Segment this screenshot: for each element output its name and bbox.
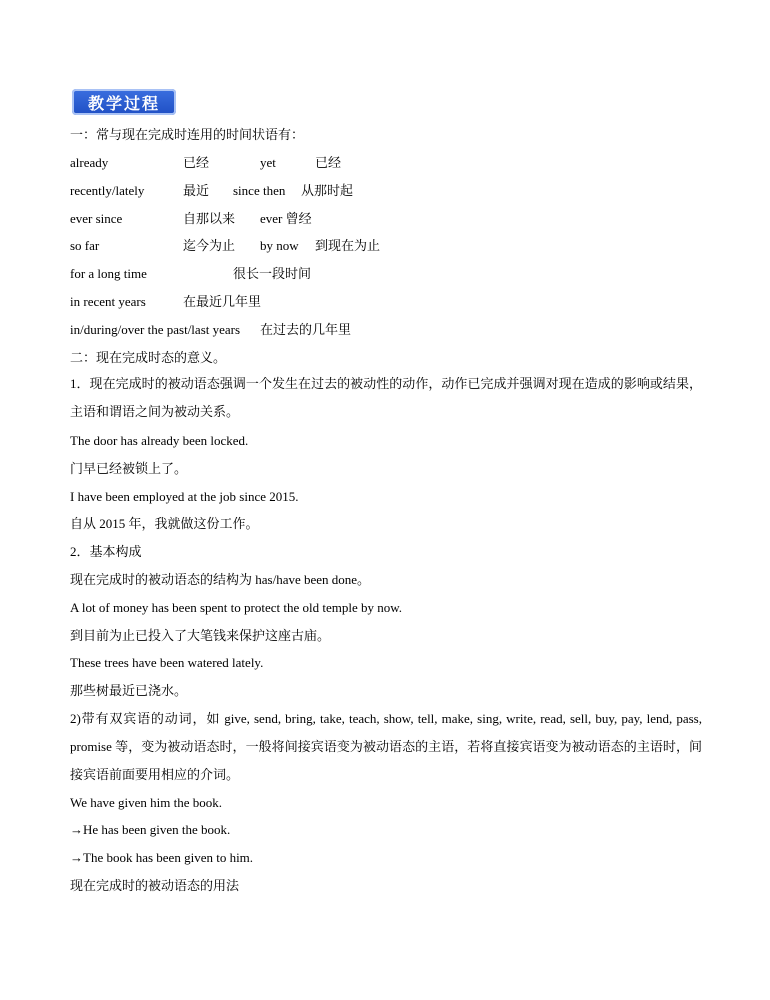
- example-2-zh: 自从 2015 年，我就做这份工作。: [70, 516, 259, 531]
- vocab-zh: 已经: [183, 155, 210, 170]
- vocab-en: in/during/over the past/last years: [70, 322, 241, 337]
- vocab-en2: since then: [233, 183, 286, 198]
- example-5-passive-a: →He has been given the book.: [70, 822, 231, 837]
- vocab-en2: by now: [260, 238, 299, 253]
- example-3-en: A lot of money has been spent to protect the old temple by now.: [70, 600, 403, 615]
- example-1-en: The door has already been locked.: [70, 433, 249, 448]
- section-2-title: 二：现在完成时态的意义。: [70, 350, 227, 365]
- vocab-zh: 自那以来: [183, 211, 236, 226]
- vocab-zh2: 到现在为止: [315, 238, 381, 253]
- vocab-en: in recent years: [70, 294, 146, 309]
- example-5-passive-b: →The book has been given to him.: [70, 850, 254, 865]
- vocab-en: recently/lately: [70, 183, 145, 198]
- example-4-zh: 那些树最近已浇水。: [70, 683, 188, 698]
- example-4-en: These trees have been watered lately.: [70, 655, 264, 670]
- vocab-en2: ever 曾经: [260, 211, 312, 226]
- vocab-en2: yet: [260, 155, 276, 170]
- point-2-description: 现在完成时的被动语态的结构为 has/have been done。: [70, 572, 371, 587]
- example-2-en: I have been employed at the job since 2015.: [70, 489, 299, 504]
- usage-title: 现在完成时的被动语态的用法: [70, 878, 240, 893]
- example-3-zh: 到目前为止已投入了大笔钱来保护这座古庙。: [70, 628, 331, 643]
- vocab-zh2: 从那时起: [301, 183, 354, 198]
- vocab-en: so far: [70, 238, 100, 253]
- vocab-zh: 最近: [183, 183, 210, 198]
- vocab-zh: 在最近几年里: [183, 294, 262, 309]
- example-5: We have given him the book.: [70, 795, 223, 810]
- vocab-en: ever since: [70, 211, 123, 226]
- section-1-title: 一：常与现在完成时连用的时间状语有：: [70, 127, 305, 142]
- section-badge: 教学过程: [72, 89, 176, 115]
- vocab-en: already: [70, 155, 109, 170]
- point-2-title: 2．基本构成: [70, 544, 142, 559]
- vocab-zh: 在过去的几年里: [260, 322, 352, 337]
- point-3-paragraph: 2)带有双宾语的动词，如 give, send, bring, take, teach, show, tell, make, sing, write, read, sell, buy, pay, lend, pass, promise 等，变为被动语态时，一般将间接宾语变为被动语态的主语，若将直接宾语变为被动语态的主语时，间接宾语前面要用相应的介词。: [70, 711, 716, 782]
- vocab-en: for a long time: [70, 266, 147, 281]
- point-1-paragraph: 1．现在完成时的被动语态强调一个发生在过去的被动性的动作，动作已完成并强调对现在造成的影响或结果，主语和谓语之间为被动关系。: [70, 376, 702, 419]
- example-1-zh: 门早已经被锁上了。: [70, 461, 188, 476]
- vocab-zh: 迄今为止: [183, 238, 236, 253]
- vocab-zh: 很长一段时间: [233, 266, 312, 281]
- vocab-zh2: 已经: [315, 155, 342, 170]
